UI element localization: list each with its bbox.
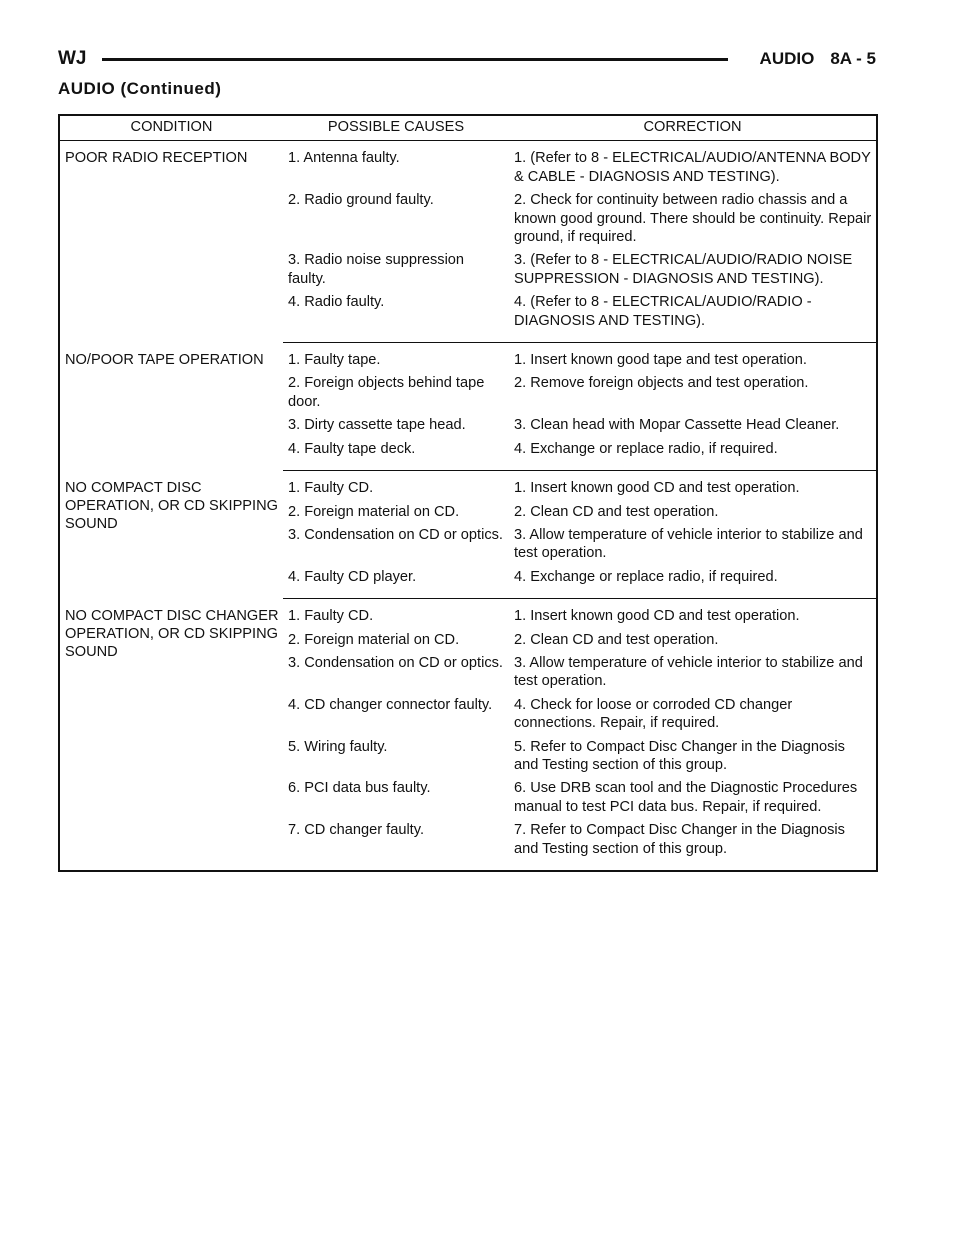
cause-cell: 1. Faulty CD. [288, 480, 374, 497]
correction-cell: 6. Use DRB scan tool and the Diagnostic Procedures manual to test PCI data bus. Repair, if required. [514, 780, 858, 815]
table-header-row [59, 115, 877, 141]
condition-cell: NO/POOR TAPE OPERATION [65, 351, 264, 368]
column-header-condition: CONDITION [59, 115, 283, 141]
cause-cell: 4. Faulty CD player. [283, 568, 509, 599]
cause-cell: 3. Dirty cassette tape head. [288, 417, 466, 434]
cause-cell: 2. Radio ground faulty. [288, 192, 434, 209]
correction-cell: 3. Clean head with Mopar Cassette Head Cleaner. [514, 417, 840, 434]
cause-cell: 2. Foreign material on CD. [288, 503, 460, 520]
cause-cell: 6. PCI data bus faulty. [288, 780, 431, 797]
diagnosis-table [58, 114, 878, 872]
correction-cell: 3. (Refer to 8 - ELECTRICAL/AUDIO/RADIO NOISE SUPPRESSION - DIAGNOSIS AND TESTING). [514, 252, 853, 287]
correction-cell: 3. Allow temperature of vehicle interior to stabilize and test operation. [514, 654, 863, 690]
correction-cell: 4. Exchange or replace radio, if required. [509, 568, 877, 599]
correction-cell: 7. Refer to Compact Disc Changer in the Diagnosis and Testing section of this group. [509, 821, 877, 871]
cause-cell: 1. Antenna faulty. [288, 150, 400, 167]
condition-cell: POOR RADIO RECEPTION [65, 150, 248, 167]
cause-cell: 7. CD changer faulty. [283, 821, 509, 871]
condition-cell: NO COMPACT DISC OPERATION, OR CD SKIPPING SOUND [65, 479, 278, 533]
correction-cell: 2. Clean CD and test operation. [514, 503, 719, 520]
correction-cell: 4. (Refer to 8 - ELECTRICAL/AUDIO/RADIO - DIAGNOSIS AND TESTING). [509, 293, 877, 342]
cause-cell: 3. Condensation on CD or optics. [288, 654, 503, 671]
correction-cell: 2. Remove foreign objects and test operation. [514, 375, 809, 392]
table-row [59, 343, 877, 375]
table-row [59, 599, 877, 631]
correction-cell: 5. Refer to Compact Disc Changer in the Diagnosis and Testing section of this group. [514, 738, 845, 773]
correction-cell: 1. Insert known good CD and test operation. [514, 480, 800, 497]
correction-cell: 4. Check for loose or corroded CD changer connections. Repair, if required. [514, 696, 793, 732]
condition-cell: NO COMPACT DISC CHANGER OPERATION, OR CD SKIPPING SOUND [65, 607, 279, 661]
model-code: WJ [58, 48, 87, 69]
table-body [59, 141, 877, 871]
column-header-correction: CORRECTION [509, 115, 877, 141]
page-header [58, 46, 876, 74]
page-number: 8A - 5 [830, 49, 876, 68]
cause-cell: 1. Faulty CD. [288, 608, 374, 625]
table-row [59, 471, 877, 503]
cause-cell: 2. Foreign objects behind tape door. [288, 375, 485, 410]
table-row [59, 141, 877, 191]
header-right [760, 46, 876, 72]
cause-cell: 4. Radio faulty. [283, 293, 509, 342]
header-rule [102, 58, 728, 61]
column-header-causes: POSSIBLE CAUSES [283, 115, 509, 141]
correction-cell: 1. Insert known good CD and test operation. [514, 608, 800, 625]
correction-cell: 2. Check for continuity between radio chassis and a known good ground. There should be continuity. Repair ground, if required. [514, 192, 872, 246]
correction-cell: 3. Allow temperature of vehicle interior to stabilize and test operation. [514, 526, 863, 562]
diagnosis-table-wrapper [58, 114, 876, 872]
cause-cell: 3. Condensation on CD or optics. [288, 526, 503, 543]
correction-cell: 2. Clean CD and test operation. [514, 631, 719, 648]
correction-cell: 1. Insert known good tape and test operation. [514, 352, 807, 369]
section-title: AUDIO (Continued) [58, 79, 222, 98]
cause-cell: 4. Faulty tape deck. [283, 440, 509, 471]
cause-cell: 4. CD changer connector faulty. [288, 696, 493, 713]
cause-cell: 3. Radio noise suppression faulty. [288, 252, 465, 287]
cause-cell: 2. Foreign material on CD. [288, 631, 460, 648]
correction-cell: 1. (Refer to 8 - ELECTRICAL/AUDIO/ANTENNA BODY & CABLE - DIAGNOSIS AND TESTING). [514, 150, 871, 185]
section-name: AUDIO [759, 49, 815, 68]
cause-cell: 1. Faulty tape. [288, 352, 381, 369]
correction-cell: 4. Exchange or replace radio, if required. [509, 440, 877, 471]
cause-cell: 5. Wiring faulty. [288, 738, 388, 755]
